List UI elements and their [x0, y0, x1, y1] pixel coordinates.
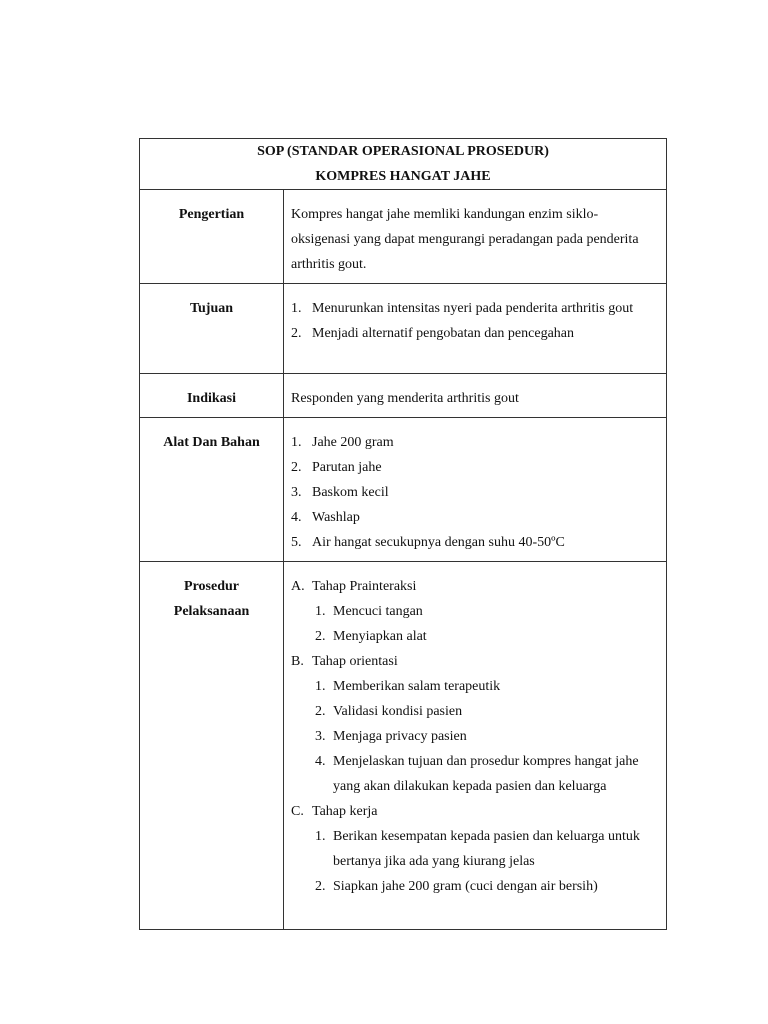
- content-prosedur: [284, 562, 667, 930]
- label-prosedur: [140, 562, 284, 930]
- label-prosedur-line-2: Pelaksanaan: [173, 604, 250, 619]
- row-tujuan: [140, 284, 667, 374]
- list-item: 4. Washlap: [291, 510, 360, 525]
- list-item: 1. Menurunkan intensitas nyeri pada penderita arthritis gout: [291, 301, 634, 316]
- list-item: 1. Berikan kesempatan kepada pasien dan keluarga untuk bertanya jika ada yang kiurang jelas: [315, 829, 640, 869]
- content-tujuan: [284, 284, 667, 374]
- list-item: 3. Baskom kecil: [291, 485, 389, 500]
- content-pengertian: Kompres hangat jahe memliki kandungan enzim siklo-oksigenasi yang dapat mengurangi peradangan pada penderita arthritis gout.: [284, 190, 667, 284]
- label-alat-dan-bahan: Alat Dan Bahan: [140, 418, 284, 562]
- title-line-2: KOMPRES HANGAT JAHE: [315, 169, 491, 184]
- sop-table: [139, 138, 667, 930]
- list-item: 2. Siapkan jahe 200 gram (cuci dengan air bersih): [315, 879, 598, 894]
- label-indikasi: Indikasi: [140, 374, 284, 418]
- list-item: 1. Jahe 200 gram: [291, 435, 394, 450]
- content-alat-dan-bahan: [284, 418, 667, 562]
- section-prainteraksi: A. Tahap Prainteraksi: [291, 579, 417, 594]
- row-alat-dan-bahan: [140, 418, 667, 562]
- section-orientasi: B. Tahap orientasi: [291, 654, 398, 669]
- list-item: 2. Menyiapkan alat: [315, 629, 427, 644]
- list-item: 3. Menjaga privacy pasien: [315, 729, 467, 744]
- list-item: 2. Validasi kondisi pasien: [315, 704, 463, 719]
- label-tujuan: Tujuan: [140, 284, 284, 374]
- list-item: 4. Menjelaskan tujuan dan prosedur kompres hangat jahe yang akan dilakukan kepada pasien dan keluarga: [315, 754, 639, 794]
- list-item: 1. Mencuci tangan: [315, 604, 423, 619]
- list-item: 2. Menjadi alternatif pengobatan dan pencegahan: [291, 326, 574, 341]
- row-pengertian: [140, 190, 667, 284]
- table-header: [140, 139, 667, 190]
- content-indikasi: Responden yang menderita arthritis gout: [284, 374, 667, 418]
- label-pengertian: Pengertian: [140, 190, 284, 284]
- list-item: 2. Parutan jahe: [291, 460, 382, 475]
- table-header-row: [140, 139, 667, 190]
- list-item: 1. Memberikan salam terapeutik: [315, 679, 501, 694]
- row-indikasi: [140, 374, 667, 418]
- section-kerja: C. Tahap kerja: [291, 804, 378, 819]
- title-line-1: SOP (STANDAR OPERASIONAL PROSEDUR): [257, 144, 549, 159]
- list-item: 5. Air hangat secukupnya dengan suhu 40-50ºC: [291, 535, 565, 550]
- label-prosedur-line-1: Prosedur: [184, 579, 239, 594]
- row-prosedur: [140, 562, 667, 930]
